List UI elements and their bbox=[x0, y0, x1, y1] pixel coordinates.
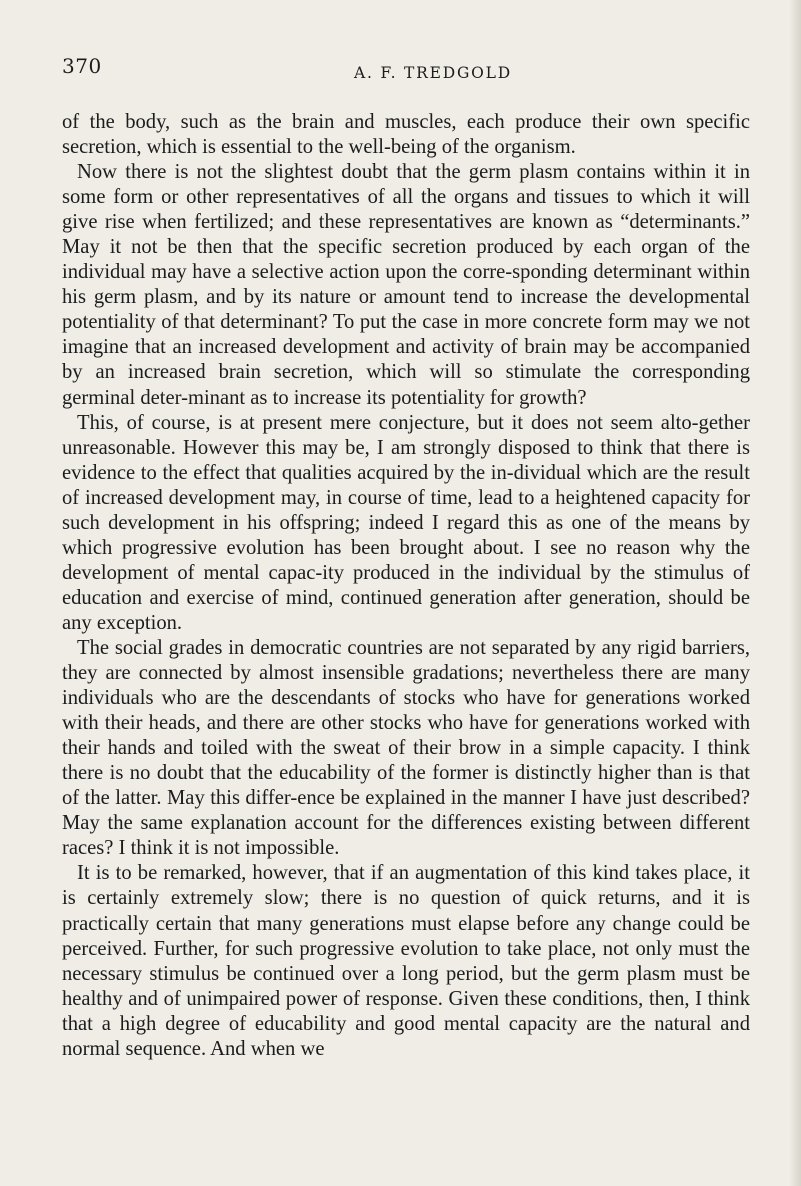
paragraph-determinants: Now there is not the slightest doubt that the germ plasm contains within it in some form or other representatives of all the organs and tissues to which it will give rise when fertilized; and these representatives are known as “determinants.” May it not be then that the specific secretion produced by each organ of the individual may have a selective action upon the corre-sponding determinant within his germ plasm, and by its nature or amount tend to increase the developmental potentiality of that determinant? To put the case in more concrete form may we not imagine that an increased development and activity of brain may be accompanied by an increased brain secretion, which will so stimulate the corresponding germinal deter-minant as to increase its potentiality for growth? bbox=[62, 161, 750, 409]
page-edge-shadow bbox=[789, 0, 801, 1186]
body-text bbox=[62, 110, 750, 1062]
paragraph-continuation: of the body, such as the brain and muscles, each produce their own specific secretion, which is essential to the well-being of the organism. bbox=[62, 111, 750, 159]
page-header bbox=[62, 48, 742, 88]
page-number: 370 bbox=[62, 54, 102, 78]
paragraph-augmentation: It is to be remarked, however, that if an augmentation of this kind takes place, it is certainly extremely slow; there is no question of quick returns, and it is practically certain that many generations must elapse before any change could be perceived. Further, for such progressive evolution to take place, not only must the necessary stimulus be continued over a long period, but the germ plasm must be healthy and of unimpaired power of response. Given these conditions, then, I think that a high degree of educability and good mental capacity are the natural and normal sequence. And when we bbox=[62, 862, 750, 1060]
running-head-author: A. F. TREDGOLD bbox=[354, 64, 513, 82]
paragraph-social-grades: The social grades in democratic countries are not separated by any rigid barriers, they are connected by almost insensible gradations; nevertheless there are many individuals who are the descendants of stocks who have for generations worked with their heads, and there are other stocks who have for generations worked with their hands and toiled with the sweat of their brow in a simple capacity. I think there is no doubt that the educability of the former is distinctly higher than is that of the latter. May this differ-ence be explained in the manner I have just described? May the same explanation account for the differences existing between different races? I think it is not impossible. bbox=[62, 636, 750, 860]
paragraph-conjecture: This, of course, is at present mere conjecture, but it does not seem alto-gether unreasonable. However this may be, I am strongly disposed to think that there is evidence to the effect that qualities acquired by the in-dividual which are the result of increased development may, in course of time, lead to a heightened capacity for such development in his offspring; indeed I regard this as one of the means by which progressive evolution has been brought about. I see no reason why the development of mental capac-ity produced in the individual by the stimulus of education and exercise of mind, continued generation after generation, should be any exception. bbox=[62, 411, 750, 634]
